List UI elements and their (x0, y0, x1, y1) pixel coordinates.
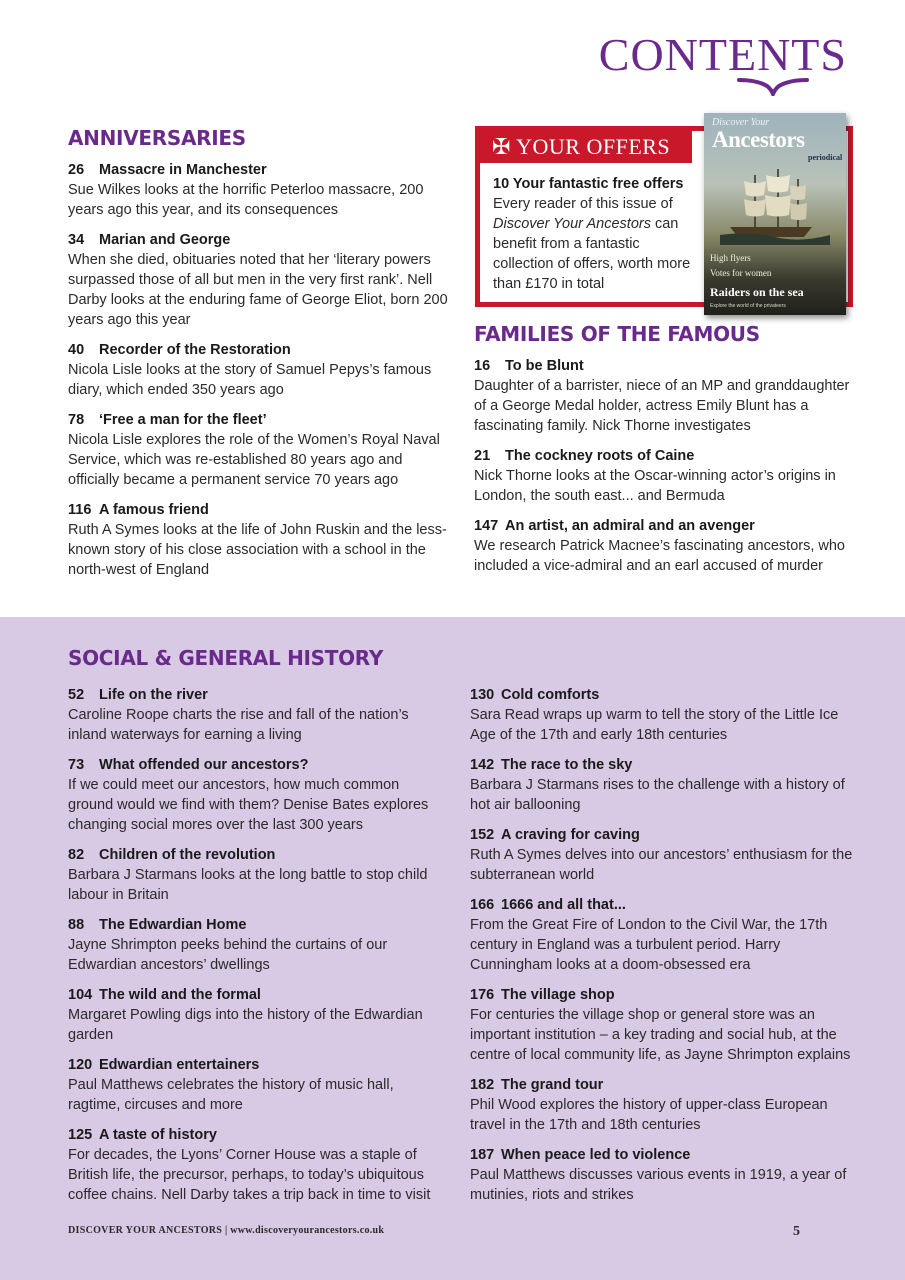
entry-description: Margaret Powling digs into the history of the Edwardian garden (68, 1007, 423, 1043)
cover-line: Explore the world of the privateers (710, 303, 786, 309)
page-number: 125 (68, 1127, 93, 1143)
offers-banner-label: YOUR OFFERS (516, 134, 671, 159)
offers-body-end: can benefit from a fantastic collection of offers, worth more than £170 in total (493, 216, 691, 292)
entry-description: Caroline Roope charts the rise and fall of the nation’s inland waterways for earning a living (68, 707, 409, 743)
page-number: 82 (68, 847, 85, 863)
entry-description: Sue Wilkes looks at the horrific Peterloo massacre, 200 years ago this year, and its consequences (68, 182, 424, 218)
page-number: 187 (470, 1147, 495, 1163)
entry-title: Cold comforts (501, 687, 600, 703)
entry-title: Your fantastic free offers (512, 176, 684, 192)
page-number: 130 (470, 687, 495, 703)
entry-description: When she died, obituaries noted that her ‘literary powers surpassed those of all but men in the very first rank’. Nell Darby looks at the enduring fame of George Eliot, born 200 years ago this year (68, 252, 448, 328)
page-number: 21 (474, 448, 491, 464)
entry-description: We research Patrick Macnee’s fascinating ancestors, who included a vice-admiral and an earl accused of murder (474, 538, 845, 574)
entry-description: Daughter of a barrister, niece of an MP and granddaughter of a George Medal holder, actress Emily Blunt has a fascinating family. Nick Thorne investigates (474, 378, 850, 434)
contents-entry[interactable] (470, 685, 860, 745)
contents-entry[interactable] (470, 1075, 860, 1135)
entry-title: A taste of history (99, 1127, 217, 1143)
page-number: 52 (68, 687, 85, 703)
page-number: 120 (68, 1057, 93, 1073)
page-number: 88 (68, 917, 85, 933)
entry-title: Life on the river (99, 687, 208, 703)
entry-description: Nicola Lisle explores the role of the Women’s Royal Naval Service, which was re-established 80 years ago and officially became a permanent service 70 years ago (68, 432, 440, 488)
contents-entry[interactable] (470, 895, 860, 975)
page-number: 78 (68, 412, 85, 428)
sailing-ship-illustration (720, 165, 830, 245)
contents-entry[interactable] (68, 755, 448, 835)
contents-entry[interactable] (474, 516, 864, 576)
social-left-column (68, 685, 448, 1215)
contents-entry[interactable] (68, 160, 448, 220)
page-number: 26 (68, 162, 85, 178)
entry-description: For centuries the village shop or general store was an important institution – a key trading and social hub, at the centre of local community life, as Jayne Shrimpton explains (470, 1007, 851, 1063)
page-number: 16 (474, 358, 491, 374)
anniversaries-heading: ANNIVERSARIES (68, 126, 246, 150)
cross-ornament-icon: ✠ (492, 134, 511, 159)
offers-body-start: Every reader of this issue of (493, 196, 673, 212)
page-number: 104 (68, 987, 93, 1003)
entry-description: Jayne Shrimpton peeks behind the curtains of our Edwardian ancestors’ dwellings (68, 937, 388, 973)
entry-title: The Edwardian Home (99, 917, 247, 933)
contents-entry[interactable] (470, 755, 860, 815)
cover-sub: periodical (808, 153, 843, 162)
footer-page-number: 5 (793, 1224, 800, 1239)
page-number: 73 (68, 757, 85, 773)
entry-description: Nicola Lisle looks at the story of Samuel Pepys’s famous diary, which ended 350 years ago (68, 362, 432, 398)
footer-publication: DISCOVER YOUR ANCESTORS | www.discoveryourancestors.co.uk (68, 1225, 385, 1236)
contents-entry[interactable] (68, 685, 448, 745)
page-number: 166 (470, 897, 495, 913)
entry-description: If we could meet our ancestors, how much common ground would we find with them? Denise Bates explores changing social mores over the last 300 years (68, 777, 429, 833)
page-title: CONTENTS (598, 29, 847, 80)
entry-title: The cockney roots of Caine (505, 448, 695, 464)
contents-entry[interactable] (68, 985, 448, 1045)
entry-title: What offended our ancestors? (99, 757, 309, 773)
entry-description: From the Great Fire of London to the Civil War, the 17th century in England was a turbulent period. Harry Cunningham looks at a doom-obsessed era (470, 917, 828, 973)
entry-title: A craving for caving (501, 827, 640, 843)
entry-title: Marian and George (99, 232, 231, 248)
page-number: 176 (470, 987, 495, 1003)
contents-entry[interactable] (68, 915, 448, 975)
entry-title: When peace led to violence (501, 1147, 691, 1163)
entry-description: Sara Read wraps up warm to tell the story of the Little Ice Age of the 17th and early 18th centuries (470, 707, 839, 743)
entry-title: ‘Free a man for the fleet’ (99, 412, 267, 428)
entry-description: Ruth A Symes delves into our ancestors’ enthusiasm for the subterranean world (470, 847, 853, 883)
entry-description (493, 194, 703, 294)
entry-title: Children of the revolution (99, 847, 276, 863)
entry-title: To be Blunt (505, 358, 584, 374)
contents-entry[interactable] (68, 500, 448, 580)
contents-entry[interactable] (68, 1055, 448, 1115)
page-number: 10 (493, 176, 510, 192)
entry-description: Nick Thorne looks at the Oscar-winning actor’s origins in London, the south east... and Bermuda (474, 468, 836, 504)
contents-entry[interactable] (470, 825, 860, 885)
cover-headline: Raiders on the sea (710, 285, 804, 299)
entry-description: Paul Matthews celebrates the history of music hall, ragtime, circuses and more (68, 1077, 394, 1113)
page-number: 182 (470, 1077, 495, 1093)
flourish-ornament-icon (737, 76, 809, 96)
entry-description: Phil Wood explores the history of upper-class European travel in the 17th and 18th centuries (470, 1097, 828, 1133)
magazine-name: Discover Your Ancestors (493, 216, 651, 232)
entry-description: Ruth A Symes looks at the life of John Ruskin and the less-known story of his close association with a school in the north-west of England (68, 522, 447, 578)
families-section (474, 322, 864, 586)
entry-title: The wild and the formal (99, 987, 261, 1003)
contents-entry[interactable] (68, 845, 448, 905)
contents-entry[interactable] (68, 230, 448, 330)
cover-line: High flyers (710, 253, 751, 263)
entry-description: Paul Matthews discusses various events in 1919, a year of mutinies, riots and strikes (470, 1167, 847, 1203)
entry-title: Massacre in Manchester (99, 162, 267, 178)
contents-entry[interactable] (470, 1145, 860, 1205)
entry-title: 1666 and all that... (501, 897, 626, 913)
families-heading: FAMILIES OF THE FAMOUS (474, 322, 760, 346)
contents-entry[interactable] (474, 356, 864, 436)
contents-entry[interactable] (474, 446, 864, 506)
page-number: 147 (474, 518, 499, 534)
cover-title: Ancestors (712, 127, 805, 152)
entry-title: The village shop (501, 987, 615, 1003)
entry-description: Barbara J Starmans rises to the challenge with a history of hot air ballooning (470, 777, 845, 813)
entry-title: An artist, an admiral and an avenger (505, 518, 755, 534)
contents-entry[interactable] (68, 410, 448, 490)
entry-description: For decades, the Lyons’ Corner House was a staple of British life, the precursor, perhaps, to today’s ubiquitous coffee chains. Nell Darby takes a trip back in time to visit (68, 1147, 431, 1203)
contents-entry[interactable] (470, 985, 860, 1065)
page-number: 142 (470, 757, 495, 773)
page-number: 116 (68, 502, 92, 518)
page-number: 34 (68, 232, 85, 248)
magazine-cover (704, 113, 846, 315)
entry-title: Recorder of the Restoration (99, 342, 291, 358)
social-right-column (470, 685, 860, 1215)
cover-line: Votes for women (710, 268, 772, 278)
contents-entry[interactable] (68, 1125, 448, 1205)
entry-title: Edwardian entertainers (99, 1057, 260, 1073)
offers-banner (480, 131, 692, 163)
entry-description: Barbara J Starmans looks at the long battle to stop child labour in Britain (68, 867, 428, 903)
entry-title: The grand tour (501, 1077, 604, 1093)
contents-entry[interactable] (68, 340, 448, 400)
cover-top-line: Discover Your (712, 117, 770, 128)
entry-title: The race to the sky (501, 757, 633, 773)
social-heading: SOCIAL & GENERAL HISTORY (68, 646, 383, 670)
entry-title: A famous friend (99, 502, 209, 518)
anniversaries-section (68, 126, 448, 590)
offers-entry[interactable] (493, 174, 703, 294)
page-number: 152 (470, 827, 495, 843)
page-number: 40 (68, 342, 85, 358)
